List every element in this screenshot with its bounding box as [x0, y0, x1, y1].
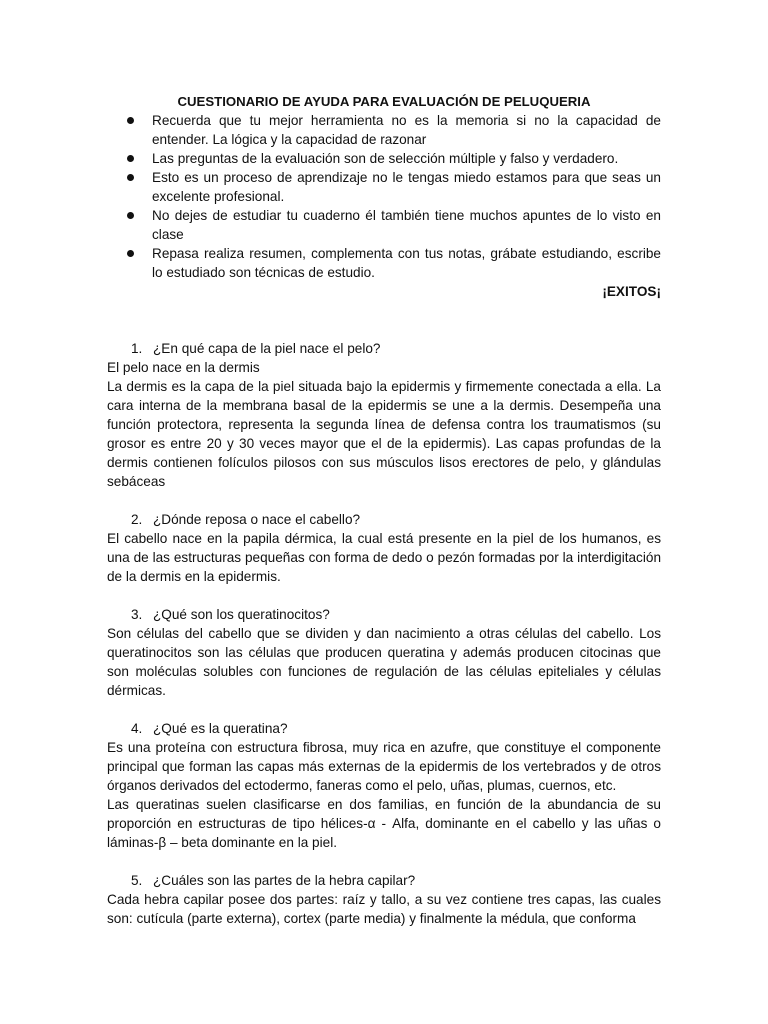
answer-text: Las queratinas suelen clasificarse en dos familias, en función de la abundancia de su proporción en estructuras de tipo hélices-α - Alfa, dominante en el cabello y las uñas o láminas-β – beta dominante en la piel. — [107, 797, 661, 850]
question-heading: 1. ¿En qué capa de la piel nace el pelo? — [131, 341, 381, 356]
answer-text: El cabello nace en la papila dérmica, la cual está presente en la piel de los humanos, es una de las estructuras pequeñas con forma de dedo o pezón formadas por la interdigitación de la dermis en la epidermis. — [107, 531, 661, 584]
tip-item: Esto es un proceso de aprendizaje no le tengas miedo estamos para que seas un excelente profesional. — [107, 168, 661, 206]
closing-text: ¡EXITOS¡ — [602, 284, 661, 299]
document-title: CUESTIONARIO DE AYUDA PARA EVALUACIÓN DE PELUQUERIA — [177, 94, 591, 109]
tip-item: Recuerda que tu mejor herramienta no es la memoria si no la capacidad de entender. La lógica y la capacidad de razonar — [107, 111, 661, 149]
question-heading: 5. ¿Cuáles son las partes de la hebra capilar? — [131, 873, 416, 888]
bullet-icon — [127, 212, 134, 219]
bullet-icon — [127, 117, 134, 124]
question-heading: 3. ¿Qué son los queratinocitos? — [131, 607, 330, 622]
bullet-icon — [127, 174, 134, 181]
answer-text: Son células del cabello que se dividen y dan nacimiento a otras células del cabello. Los queratinocitos son las células que producen queratina y además producen citocinas que son moléculas solubles con funciones de regulación de las células epiteliales y células dérmicas. — [107, 626, 661, 698]
question-block-2 — [107, 510, 661, 586]
question-block-1 — [107, 339, 661, 491]
question-block-4 — [107, 719, 661, 852]
bullet-icon — [127, 250, 134, 257]
answer-text: Cada hebra capilar posee dos partes: raíz y tallo, a su vez contiene tres capas, las cuales son: cutícula (parte externa), cortex (parte media) y finalmente la médula, que conforma — [107, 892, 661, 926]
question-heading: 2. ¿Dónde reposa o nace el cabello? — [131, 512, 361, 527]
question-heading: 4. ¿Qué es la queratina? — [131, 721, 288, 736]
tip-item: Repasa realiza resumen, complementa con tus notas, grábate estudiando, escribe lo estudiado son técnicas de estudio. — [107, 244, 661, 282]
document-content — [107, 92, 661, 928]
tips-list — [107, 111, 661, 282]
bullet-icon — [127, 155, 134, 162]
tip-item: No dejes de estudiar tu cuaderno él también tiene muchos apuntes de lo visto en clase — [107, 206, 661, 244]
question-block-5 — [107, 871, 661, 928]
question-block-3 — [107, 605, 661, 700]
tip-item: Las preguntas de la evaluación son de selección múltiple y falso y verdadero. — [107, 149, 661, 168]
answer-text: El pelo nace en la dermis — [107, 360, 260, 375]
answer-text: Es una proteína con estructura fibrosa, muy rica en azufre, que constituye el componente principal que forman las capas más externas de la epidermis de los vertebrados y de otros órganos derivados del ectodermo, faneras como el pelo, uñas, plumas, cuernos, etc. — [107, 740, 661, 793]
answer-text: La dermis es la capa de la piel situada bajo la epidermis y firmemente conectada a ella. La cara interna de la membrana basal de la epidermis se une a la dermis. Desempeña una función protectora, representa la segunda línea de defensa contra los traumatismos (su grosor es entre 20 y 30 veces mayor que el de la epidermis). Las capas profundas de la dermis contienen folículos pilosos con sus músculos lisos erectores de pelo, y glándulas sebáceas — [107, 379, 661, 489]
